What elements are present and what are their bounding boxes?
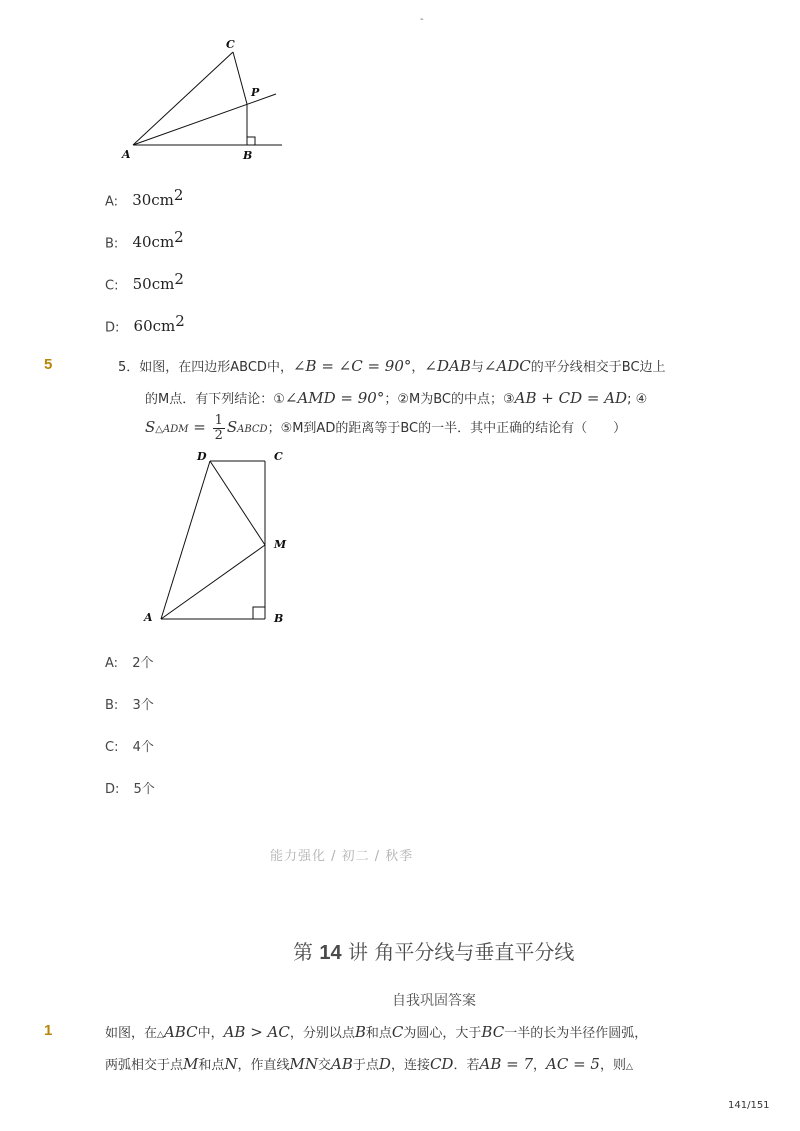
label-c: C xyxy=(274,450,283,463)
q5-option-c[interactable] xyxy=(105,736,154,755)
q5-option-b[interactable] xyxy=(105,694,154,713)
label-a: A xyxy=(144,611,153,624)
line-cp xyxy=(233,52,247,104)
label-m: M xyxy=(274,538,287,551)
option-label: C: xyxy=(105,740,119,755)
option-value: 30cm xyxy=(132,191,174,210)
q5-option-d[interactable] xyxy=(105,778,155,797)
label-p: P xyxy=(251,86,260,99)
label-b: B xyxy=(243,149,253,162)
lecture-title: 第 14 讲 角平分线与垂直平分线 xyxy=(293,940,575,964)
question-1-line-1: 如图，在△ABC中，AB > AC，分别以点B和点C为圆心，大于BC一半的长为半径作圆弧， xyxy=(105,1023,648,1041)
option-value: 4个 xyxy=(132,740,154,755)
option-exponent: 2 xyxy=(175,312,185,330)
q5-option-a[interactable] xyxy=(105,652,153,671)
line-ad xyxy=(161,461,210,619)
option-exponent: 2 xyxy=(173,186,184,204)
option-label: A: xyxy=(105,194,119,210)
question-5-line-3: S△ADM = $\frac{1}{2}$ SABCD；⑤M到AD的距离等于BC的一半．其中正确的结论有（ ） xyxy=(145,413,627,443)
question-5-line-2: 的M点．有下列结论：①∠AMD = 90°；②M为BC的中点；③AB + CD = AD; ④ xyxy=(145,389,648,407)
figure-quadrilateral-abcd xyxy=(135,445,305,630)
section-subtitle: 自我巩固答案 xyxy=(392,993,476,1009)
label-a: A xyxy=(122,148,131,161)
line-ac xyxy=(133,52,233,145)
line-dm xyxy=(210,461,265,545)
question-5-marker: 5 xyxy=(44,356,53,373)
option-label: D: xyxy=(105,782,120,797)
question-1-marker: 1 xyxy=(44,1022,53,1039)
figure-triangle-abc xyxy=(110,32,300,164)
option-value: 50cm xyxy=(132,275,175,294)
option-label: D: xyxy=(105,320,120,336)
label-b: B xyxy=(274,612,284,625)
option-label: B: xyxy=(105,236,119,252)
question-5-line-1: 5．如图，在四边形ABCD中，∠B = ∠C = 90°，∠DAB与∠ADC的平分线相交于BC边上 xyxy=(118,357,666,375)
option-exponent: 2 xyxy=(174,228,184,246)
q4-option-d[interactable] xyxy=(105,312,185,335)
line-am xyxy=(161,545,265,619)
option-value: 40cm xyxy=(132,233,175,252)
option-value: 5个 xyxy=(133,782,155,797)
page-number: 141/151 xyxy=(728,1100,770,1111)
fraction-one-half: $\frac{1}{2}$ xyxy=(214,413,223,443)
top-mark: - xyxy=(420,14,424,25)
option-exponent: 2 xyxy=(174,270,184,288)
right-angle-mark xyxy=(247,137,255,145)
q4-option-b[interactable] xyxy=(105,228,184,251)
q4-option-c[interactable] xyxy=(105,270,184,293)
page-footer: 能力强化 / 初二 / 秋季 xyxy=(270,849,414,864)
option-label: C: xyxy=(105,278,119,294)
option-label: B: xyxy=(105,698,119,713)
option-value: 60cm xyxy=(133,317,176,336)
question-1-line-2: 两弧相交于点M和点N，作直线MN交AB于点D，连接CD．若AB = 7，AC = 5，则△ xyxy=(105,1055,633,1073)
q4-option-a[interactable] xyxy=(105,186,183,209)
label-d: D xyxy=(197,450,207,463)
option-value: 3个 xyxy=(132,698,154,713)
option-label: A: xyxy=(105,656,119,671)
right-angle-mark xyxy=(253,607,265,619)
option-value: 2个 xyxy=(132,656,154,671)
label-c: C xyxy=(226,38,235,51)
